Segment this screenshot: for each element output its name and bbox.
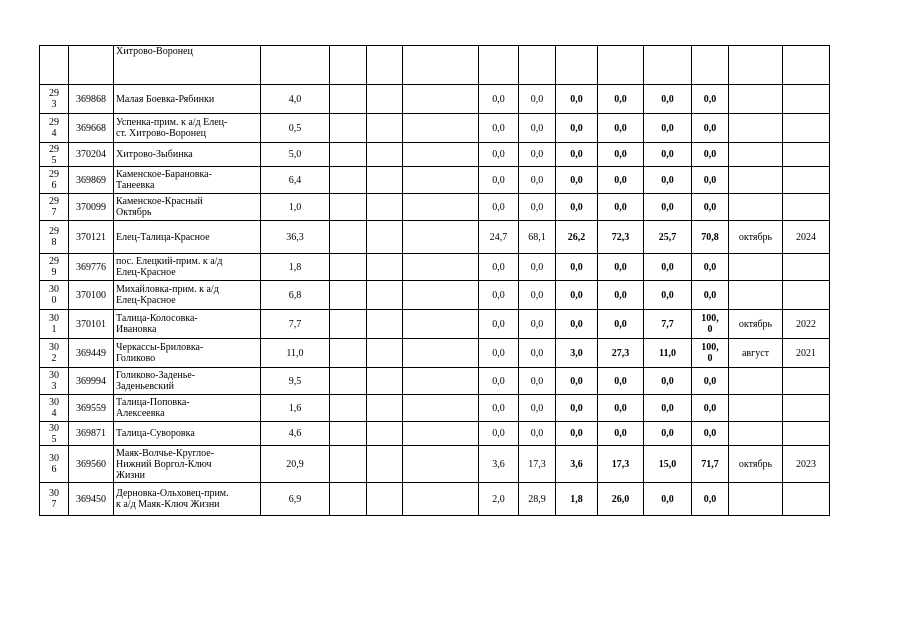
value-cell: 0,0 [519,167,556,194]
empty-cell [403,254,479,281]
road-name-cell: Хитрово-Воронец [114,46,261,85]
row-number-cell: 30 7 [40,483,69,516]
repair-month-cell: октябрь [729,221,783,254]
table-row [40,483,830,516]
value-cell: 0,0 [479,281,519,310]
repair-year-cell [783,194,830,221]
repair-year-cell: 2024 [783,221,830,254]
road-name-cell: Талица-Колосовка- Ивановка [114,310,261,339]
value-cell: 0,0 [479,143,519,167]
road-code-cell: 369668 [69,114,114,143]
repair-month-cell: октябрь [729,310,783,339]
road-length-cell: 1,6 [261,395,330,422]
empty-cell [330,483,367,516]
value-cell: 25,7 [644,221,692,254]
table-row [40,422,830,446]
value-cell: 27,3 [598,339,644,368]
value-cell: 0,0 [556,143,598,167]
value-cell: 0,0 [479,167,519,194]
value-cell: 0,0 [598,422,644,446]
road-code-cell: 369449 [69,339,114,368]
repair-month-cell [729,281,783,310]
value-cell: 0,0 [519,85,556,114]
value-cell: 0,0 [519,143,556,167]
road-length-cell: 20,9 [261,446,330,483]
road-length-cell: 4,0 [261,85,330,114]
value-cell: 0,0 [644,194,692,221]
value-cell: 0,0 [556,114,598,143]
empty-cell [403,281,479,310]
value-cell: 100, 0 [692,310,729,339]
value-cell: 0,0 [692,167,729,194]
empty-cell [403,85,479,114]
repair-month-cell [729,254,783,281]
road-code-cell: 369868 [69,85,114,114]
repair-month-cell [729,85,783,114]
empty-cell [367,194,403,221]
value-cell: 0,0 [644,422,692,446]
road-name-cell: Михайловка-прим. к а/д Елец-Красное [114,281,261,310]
value-cell [692,46,729,85]
repair-year-cell: 2022 [783,310,830,339]
value-cell: 0,0 [644,483,692,516]
repair-month-cell [729,422,783,446]
value-cell: 28,9 [519,483,556,516]
value-cell: 0,0 [519,339,556,368]
repair-year-cell [783,483,830,516]
value-cell: 71,7 [692,446,729,483]
repair-year-cell: 2021 [783,339,830,368]
empty-cell [403,339,479,368]
value-cell: 0,0 [519,368,556,395]
value-cell: 11,0 [644,339,692,368]
value-cell: 17,3 [519,446,556,483]
table-row [40,254,830,281]
empty-cell [367,85,403,114]
row-number-cell: 29 8 [40,221,69,254]
value-cell: 0,0 [692,254,729,281]
value-cell: 0,0 [644,395,692,422]
row-number-cell: 29 9 [40,254,69,281]
empty-cell [367,143,403,167]
empty-cell [403,395,479,422]
repair-year-cell [783,143,830,167]
row-number-cell: 30 6 [40,446,69,483]
row-number-cell: 30 1 [40,310,69,339]
road-name-cell: Маяк-Волчье-Круглое- Нижний Воргол-Ключ Жизни [114,446,261,483]
repair-month-cell [729,114,783,143]
road-code-cell: 369560 [69,446,114,483]
table-row [40,339,830,368]
repair-year-cell [783,254,830,281]
road-code-cell: 369869 [69,167,114,194]
value-cell: 72,3 [598,221,644,254]
empty-cell [330,254,367,281]
road-length-cell: 1,8 [261,254,330,281]
row-number-cell: 30 4 [40,395,69,422]
empty-cell [403,446,479,483]
empty-cell [367,46,403,85]
road-length-cell: 0,5 [261,114,330,143]
road-name-cell: пос. Елецкий-прим. к а/д Елец-Красное [114,254,261,281]
value-cell: 70,8 [692,221,729,254]
empty-cell [367,281,403,310]
value-cell: 24,7 [479,221,519,254]
repair-month-cell [729,143,783,167]
empty-cell [330,114,367,143]
empty-cell [330,167,367,194]
value-cell: 0,0 [479,114,519,143]
road-code-cell: 369994 [69,368,114,395]
repair-month-cell [729,395,783,422]
empty-cell [367,167,403,194]
empty-cell [403,422,479,446]
empty-cell [367,310,403,339]
repair-month-cell [729,46,783,85]
road-code-cell: 370204 [69,143,114,167]
empty-cell [403,143,479,167]
table-row [40,46,830,85]
empty-cell [403,194,479,221]
empty-cell [367,339,403,368]
value-cell: 100, 0 [692,339,729,368]
empty-cell [367,221,403,254]
road-name-cell: Талица-Поповка- Алексеевка [114,395,261,422]
value-cell: 0,0 [598,85,644,114]
value-cell: 0,0 [479,339,519,368]
table-row [40,395,830,422]
empty-cell [367,114,403,143]
row-number-cell: 30 2 [40,339,69,368]
repair-month-cell [729,167,783,194]
value-cell: 68,1 [519,221,556,254]
road-name-cell: Елец-Талица-Красное [114,221,261,254]
value-cell: 0,0 [556,368,598,395]
repair-year-cell [783,395,830,422]
value-cell: 0,0 [519,395,556,422]
value-cell: 0,0 [644,85,692,114]
road-code-cell: 369871 [69,422,114,446]
row-number-cell: 30 0 [40,281,69,310]
value-cell: 0,0 [556,395,598,422]
value-cell: 0,0 [479,395,519,422]
value-cell: 0,0 [556,194,598,221]
repair-year-cell: 2023 [783,446,830,483]
table-row [40,167,830,194]
value-cell [556,46,598,85]
empty-cell [403,483,479,516]
road-name-cell: Хитрово-Зыбинка [114,143,261,167]
empty-cell [403,221,479,254]
value-cell: 0,0 [479,310,519,339]
repair-year-cell [783,167,830,194]
empty-cell [330,281,367,310]
value-cell: 0,0 [479,194,519,221]
empty-cell [330,143,367,167]
empty-cell [330,194,367,221]
value-cell: 0,0 [598,194,644,221]
value-cell: 0,0 [519,310,556,339]
road-name-cell: Каменское-Барановка- Танеевка [114,167,261,194]
empty-cell [403,310,479,339]
road-length-cell: 4,6 [261,422,330,446]
empty-cell [403,167,479,194]
value-cell: 0,0 [692,422,729,446]
repair-month-cell [729,483,783,516]
repair-year-cell [783,368,830,395]
repair-month-cell [729,194,783,221]
empty-cell [403,114,479,143]
empty-cell [403,46,479,85]
table-row [40,194,830,221]
value-cell: 0,0 [598,143,644,167]
empty-cell [330,221,367,254]
empty-cell [367,446,403,483]
empty-cell [330,422,367,446]
road-code-cell: 370100 [69,281,114,310]
empty-cell [330,395,367,422]
road-code-cell: 369776 [69,254,114,281]
empty-cell [367,368,403,395]
row-number-cell: 29 7 [40,194,69,221]
value-cell: 0,0 [644,281,692,310]
value-cell: 0,0 [479,254,519,281]
road-code-cell: 369559 [69,395,114,422]
road-length-cell: 6,4 [261,167,330,194]
value-cell: 0,0 [644,368,692,395]
value-cell: 0,0 [556,254,598,281]
value-cell: 3,6 [556,446,598,483]
table-row [40,310,830,339]
value-cell: 0,0 [692,281,729,310]
empty-cell [367,422,403,446]
value-cell: 0,0 [519,194,556,221]
value-cell: 0,0 [692,395,729,422]
value-cell: 0,0 [598,281,644,310]
value-cell: 0,0 [556,422,598,446]
value-cell: 0,0 [479,85,519,114]
road-length-cell: 1,0 [261,194,330,221]
value-cell: 0,0 [479,422,519,446]
empty-cell [403,368,479,395]
road-name-cell: Дерновка-Ольховец-прим. к а/д Маяк-Ключ Жизни [114,483,261,516]
empty-cell [367,395,403,422]
value-cell: 0,0 [598,310,644,339]
value-cell: 3,6 [479,446,519,483]
value-cell: 0,0 [519,281,556,310]
value-cell [598,46,644,85]
table-row [40,221,830,254]
value-cell: 0,0 [692,368,729,395]
empty-cell [330,310,367,339]
value-cell: 0,0 [644,167,692,194]
repair-year-cell [783,85,830,114]
value-cell: 15,0 [644,446,692,483]
value-cell [519,46,556,85]
repair-year-cell [783,46,830,85]
value-cell: 0,0 [598,395,644,422]
value-cell: 0,0 [556,85,598,114]
road-code-cell: 370121 [69,221,114,254]
repair-year-cell [783,281,830,310]
value-cell: 0,0 [692,114,729,143]
value-cell: 0,0 [598,254,644,281]
table-row [40,281,830,310]
table-row [40,446,830,483]
value-cell: 17,3 [598,446,644,483]
value-cell: 0,0 [692,194,729,221]
table-row [40,368,830,395]
row-number-cell: 29 3 [40,85,69,114]
table-row [40,143,830,167]
repair-year-cell [783,114,830,143]
empty-cell [367,254,403,281]
value-cell: 0,0 [479,368,519,395]
road-length-cell: 11,0 [261,339,330,368]
road-code-cell [69,46,114,85]
road-code-cell: 370101 [69,310,114,339]
table-row [40,85,830,114]
repair-month-cell: октябрь [729,446,783,483]
road-name-cell: Каменское-Красный Октябрь [114,194,261,221]
road-name-cell: Талица-Суворовка [114,422,261,446]
value-cell: 0,0 [556,310,598,339]
value-cell: 0,0 [519,114,556,143]
road-code-cell: 370099 [69,194,114,221]
row-number-cell: 29 6 [40,167,69,194]
road-length-cell: 7,7 [261,310,330,339]
road-name-cell: Успенка-прим. к а/д Елец- ст. Хитрово-Воронец [114,114,261,143]
value-cell: 1,8 [556,483,598,516]
roads-table [39,45,830,516]
value-cell: 0,0 [598,167,644,194]
empty-cell [330,368,367,395]
road-name-cell: Черкассы-Бриловка- Голиково [114,339,261,368]
value-cell: 7,7 [644,310,692,339]
value-cell: 0,0 [519,422,556,446]
value-cell: 0,0 [692,143,729,167]
empty-cell [330,46,367,85]
value-cell: 26,2 [556,221,598,254]
empty-cell [330,339,367,368]
value-cell: 0,0 [644,143,692,167]
value-cell: 0,0 [692,483,729,516]
row-number-cell: 29 4 [40,114,69,143]
value-cell: 0,0 [692,85,729,114]
road-code-cell: 369450 [69,483,114,516]
value-cell [479,46,519,85]
road-length-cell: 36,3 [261,221,330,254]
value-cell: 26,0 [598,483,644,516]
road-length-cell: 9,5 [261,368,330,395]
value-cell: 0,0 [556,167,598,194]
repair-month-cell: август [729,339,783,368]
road-length-cell: 5,0 [261,143,330,167]
road-name-cell: Голиково-Заденье- Заденьевский [114,368,261,395]
road-length-cell [261,46,330,85]
table-row [40,114,830,143]
value-cell: 0,0 [519,254,556,281]
row-number-cell: 30 5 [40,422,69,446]
roads-table-body [40,46,830,516]
row-number-cell: 29 5 [40,143,69,167]
empty-cell [330,85,367,114]
repair-month-cell [729,368,783,395]
value-cell [644,46,692,85]
road-length-cell: 6,9 [261,483,330,516]
value-cell: 3,0 [556,339,598,368]
value-cell: 0,0 [644,254,692,281]
value-cell: 0,0 [556,281,598,310]
road-length-cell: 6,8 [261,281,330,310]
value-cell: 0,0 [644,114,692,143]
value-cell: 0,0 [598,114,644,143]
value-cell: 0,0 [598,368,644,395]
value-cell: 2,0 [479,483,519,516]
empty-cell [367,483,403,516]
repair-year-cell [783,422,830,446]
row-number-cell [40,46,69,85]
empty-cell [330,446,367,483]
row-number-cell: 30 3 [40,368,69,395]
road-name-cell: Малая Боевка-Рябинки [114,85,261,114]
